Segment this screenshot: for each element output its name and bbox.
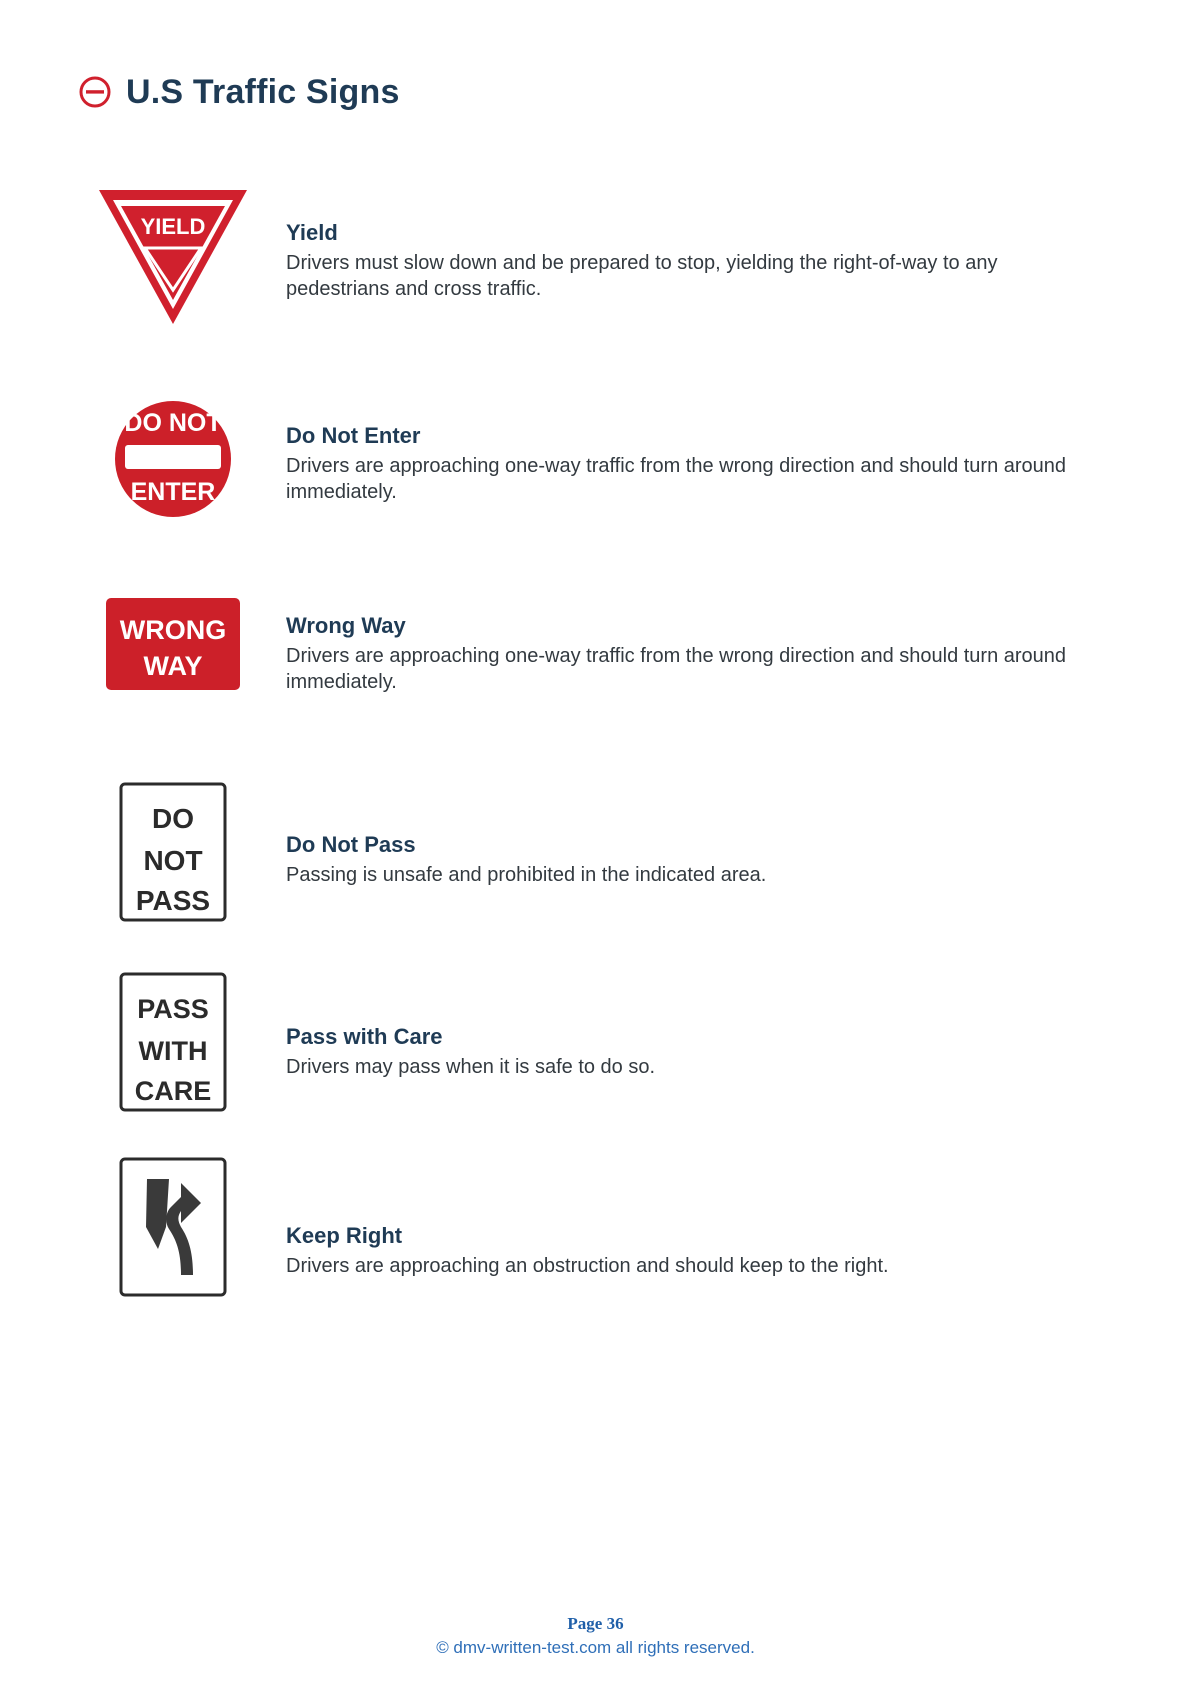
svg-text:ENTER: ENTER — [130, 477, 216, 506]
page-header — [0, 0, 1191, 132]
svg-text:NOT: NOT — [143, 844, 203, 876]
sign-text-block — [268, 393, 1086, 505]
sign-description: Passing is unsafe and prohibited in the indicated area. — [286, 863, 767, 886]
sign-text-block — [268, 968, 655, 1080]
sign-description: Drivers are approaching an obstruction and should keep to the right. — [286, 1254, 889, 1277]
svg-text:PASS: PASS — [137, 993, 209, 1024]
list-item — [0, 1153, 1191, 1328]
sign-title: Yield — [286, 219, 338, 245]
sign-title: Pass with Care — [286, 1023, 443, 1049]
do-not-pass-sign-icon — [78, 778, 268, 922]
page-number: Page 36 — [567, 1614, 624, 1633]
sign-text-block — [268, 778, 766, 888]
svg-text:PASS: PASS — [135, 884, 211, 916]
list-item — [0, 593, 1191, 778]
sign-title: Keep Right — [286, 1222, 403, 1248]
page-title: U.S Traffic Signs — [126, 72, 400, 111]
svg-text:WITH: WITH — [138, 1035, 208, 1066]
page-footer — [0, 1614, 1191, 1658]
sign-title: Wrong Way — [286, 612, 406, 638]
yield-sign-icon — [78, 178, 268, 332]
sign-description: Drivers are approaching one-way traffic from the wrong direction and should turn around immediately. — [286, 454, 1067, 503]
list-item — [0, 778, 1191, 968]
copyright-notice: © dmv-written-test.com all rights reserved. — [436, 1638, 755, 1657]
svg-text:DO: DO — [152, 802, 194, 834]
list-item — [0, 178, 1191, 393]
sign-text-block — [268, 1153, 889, 1279]
sign-description: Drivers may pass when it is safe to do so. — [286, 1055, 656, 1078]
wrong-way-sign-icon — [78, 593, 268, 691]
sign-title: Do Not Pass — [286, 831, 416, 857]
svg-text:WRONG: WRONG — [119, 614, 227, 645]
sign-title: Do Not Enter — [286, 422, 421, 448]
svg-text:CARE: CARE — [134, 1075, 212, 1106]
sign-description: Drivers are approaching one-way traffic from the wrong direction and should turn around immediately. — [286, 644, 1067, 693]
list-item — [0, 393, 1191, 593]
list-item — [0, 968, 1191, 1153]
traffic-sign-list — [0, 178, 1191, 1328]
pass-with-care-sign-icon — [78, 968, 268, 1112]
svg-text:WAY: WAY — [143, 650, 203, 681]
do-not-enter-sign-icon — [78, 393, 268, 521]
svg-text:DO NOT: DO NOT — [124, 408, 222, 437]
sign-text-block — [268, 593, 1086, 695]
sign-text-block — [268, 178, 1086, 302]
keep-right-sign-icon — [78, 1153, 268, 1297]
no-entry-circle-icon — [78, 75, 112, 109]
sign-description: Drivers must slow down and be prepared to stop, yielding the right-of-way to any pedestrians and cross traffic. — [286, 251, 998, 300]
svg-text:YIELD: YIELD — [140, 213, 206, 239]
